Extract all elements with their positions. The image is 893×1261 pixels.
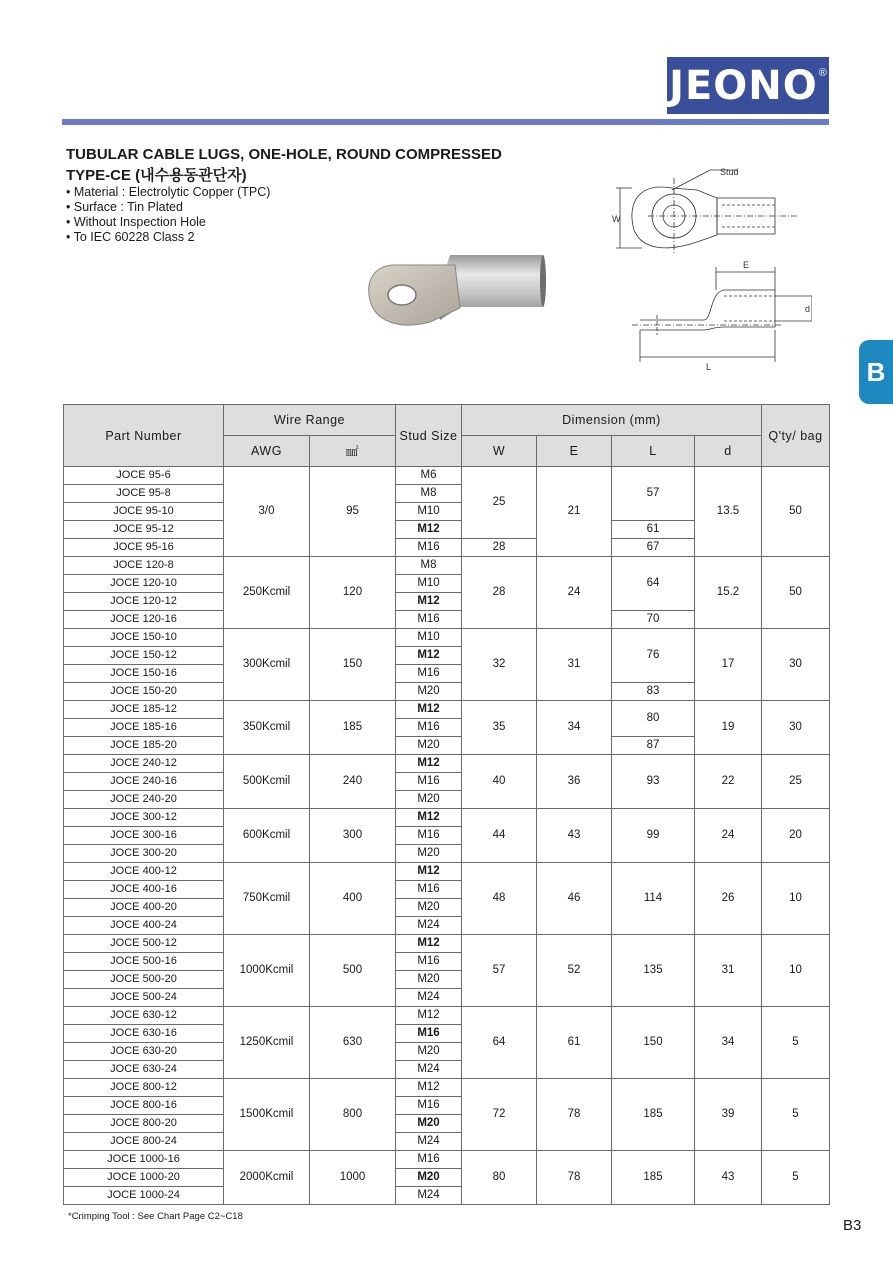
awg-cell: 300Kcmil [224, 629, 310, 701]
part-number-cell: JOCE 800-20 [64, 1115, 224, 1133]
part-number-cell: JOCE 630-12 [64, 1007, 224, 1025]
table-row [64, 1007, 830, 1025]
table-row [64, 557, 830, 575]
w-cell: 57 [462, 935, 537, 1007]
d-cell: 24 [695, 809, 762, 863]
stud-size-cell: M16 [396, 719, 462, 737]
qty-cell: 5 [762, 1007, 830, 1079]
stud-size-cell: M16 [396, 539, 462, 557]
part-number-cell: JOCE 400-20 [64, 899, 224, 917]
col-e: E [537, 436, 612, 467]
drawing-stud-label: Stud [720, 167, 739, 177]
feature-list [66, 185, 270, 245]
qty-cell: 10 [762, 935, 830, 1007]
l-cell: 114 [612, 863, 695, 935]
product-title: TUBULAR CABLE LUGS, ONE-HOLE, ROUND COMPRESSED [66, 146, 502, 163]
part-number-cell: JOCE 800-16 [64, 1097, 224, 1115]
l-cell: 185 [612, 1151, 695, 1205]
l-cell: 99 [612, 809, 695, 863]
d-cell: 13.5 [695, 467, 762, 557]
feature-item: • To IEC 60228 Class 2 [66, 230, 270, 245]
stud-size-cell: M12 [396, 701, 462, 719]
qty-cell: 50 [762, 467, 830, 557]
spec-table [63, 404, 830, 1205]
col-l: L [612, 436, 695, 467]
awg-cell: 600Kcmil [224, 809, 310, 863]
l-cell: 80 [612, 701, 695, 737]
d-cell: 34 [695, 1007, 762, 1079]
col-mm2: ㎟ [310, 436, 396, 467]
part-number-cell: JOCE 300-12 [64, 809, 224, 827]
mm2-cell: 400 [310, 863, 396, 935]
mm2-cell: 800 [310, 1079, 396, 1151]
stud-size-cell: M16 [396, 773, 462, 791]
table-row [64, 935, 830, 953]
qty-cell: 20 [762, 809, 830, 863]
part-number-cell: JOCE 1000-20 [64, 1169, 224, 1187]
awg-cell: 2000Kcmil [224, 1151, 310, 1205]
part-number-cell: JOCE 120-8 [64, 557, 224, 575]
stud-size-cell: M10 [396, 629, 462, 647]
part-number-cell: JOCE 1000-24 [64, 1187, 224, 1205]
w-cell: 40 [462, 755, 537, 809]
d-cell: 19 [695, 701, 762, 755]
e-cell: 61 [537, 1007, 612, 1079]
w-cell: 80 [462, 1151, 537, 1205]
stud-size-cell: M8 [396, 485, 462, 503]
feature-item: • Without Inspection Hole [66, 215, 270, 230]
awg-cell: 3/0 [224, 467, 310, 557]
qty-cell: 25 [762, 755, 830, 809]
part-number-cell: JOCE 400-16 [64, 881, 224, 899]
part-number-cell: JOCE 500-20 [64, 971, 224, 989]
table-row [64, 1151, 830, 1169]
w-cell: 44 [462, 809, 537, 863]
w-cell: 32 [462, 629, 537, 701]
feature-item: • Surface : Tin Plated [66, 200, 270, 215]
part-number-cell: JOCE 300-20 [64, 845, 224, 863]
part-number-cell: JOCE 185-16 [64, 719, 224, 737]
w-cell: 72 [462, 1079, 537, 1151]
stud-size-cell: M16 [396, 953, 462, 971]
mm2-cell: 500 [310, 935, 396, 1007]
awg-cell: 500Kcmil [224, 755, 310, 809]
mm2-cell: 120 [310, 557, 396, 629]
feature-item: • Material : Electrolytic Copper (TPC) [66, 185, 270, 200]
qty-cell: 30 [762, 629, 830, 701]
mm2-cell: 150 [310, 629, 396, 701]
table-row [64, 701, 830, 719]
stud-size-cell: M12 [396, 809, 462, 827]
part-number-cell: JOCE 630-16 [64, 1025, 224, 1043]
stud-size-cell: M8 [396, 557, 462, 575]
d-cell: 22 [695, 755, 762, 809]
l-cell: 135 [612, 935, 695, 1007]
stud-size-cell: M20 [396, 971, 462, 989]
e-cell: 31 [537, 629, 612, 701]
w-cell: 64 [462, 1007, 537, 1079]
l-cell: 93 [612, 755, 695, 809]
awg-cell: 750Kcmil [224, 863, 310, 935]
part-number-cell: JOCE 300-16 [64, 827, 224, 845]
awg-cell: 1000Kcmil [224, 935, 310, 1007]
mm2-cell: 185 [310, 701, 396, 755]
l-cell: 185 [612, 1079, 695, 1151]
d-cell: 31 [695, 935, 762, 1007]
w-cell: 28 [462, 557, 537, 629]
stud-size-cell: M24 [396, 1133, 462, 1151]
qty-cell: 30 [762, 701, 830, 755]
stud-size-cell: M20 [396, 1169, 462, 1187]
stud-size-cell: M12 [396, 593, 462, 611]
stud-size-cell: M10 [396, 575, 462, 593]
part-number-cell: JOCE 95-16 [64, 539, 224, 557]
part-number-cell: JOCE 240-16 [64, 773, 224, 791]
stud-size-cell: M24 [396, 1061, 462, 1079]
l-cell: 67 [612, 539, 695, 557]
e-cell: 78 [537, 1079, 612, 1151]
w-cell: 35 [462, 701, 537, 755]
part-number-cell: JOCE 120-16 [64, 611, 224, 629]
stud-size-cell: M20 [396, 845, 462, 863]
drawing-w-label: W [612, 214, 621, 224]
awg-cell: 350Kcmil [224, 701, 310, 755]
brand-name: JEONO [669, 62, 818, 109]
part-number-cell: JOCE 500-24 [64, 989, 224, 1007]
part-number-cell: JOCE 95-10 [64, 503, 224, 521]
e-cell: 43 [537, 809, 612, 863]
stud-size-cell: M20 [396, 791, 462, 809]
stud-size-cell: M12 [396, 1079, 462, 1097]
e-cell: 52 [537, 935, 612, 1007]
awg-cell: 1500Kcmil [224, 1079, 310, 1151]
mm2-cell: 1000 [310, 1151, 396, 1205]
part-number-cell: JOCE 95-12 [64, 521, 224, 539]
stud-size-cell: M24 [396, 989, 462, 1007]
d-cell: 15.2 [695, 557, 762, 629]
stud-size-cell: M16 [396, 1025, 462, 1043]
page-number: B3 [843, 1217, 862, 1234]
part-number-cell: JOCE 150-12 [64, 647, 224, 665]
stud-size-cell: M6 [396, 467, 462, 485]
table-row [64, 809, 830, 827]
qty-cell: 5 [762, 1151, 830, 1205]
w-cell: 28 [462, 539, 537, 557]
stud-size-cell: M12 [396, 647, 462, 665]
part-number-cell: JOCE 400-24 [64, 917, 224, 935]
mm2-cell: 300 [310, 809, 396, 863]
section-tab[interactable]: B [859, 340, 893, 404]
d-cell: 17 [695, 629, 762, 701]
qty-cell: 50 [762, 557, 830, 629]
w-cell: 48 [462, 863, 537, 935]
header-rule [62, 119, 829, 125]
drawing-l-label: L [706, 362, 712, 372]
col-awg: AWG [224, 436, 310, 467]
stud-size-cell: M20 [396, 737, 462, 755]
table-row [64, 755, 830, 773]
col-w: W [462, 436, 537, 467]
l-cell: 87 [612, 737, 695, 755]
part-number-cell: JOCE 500-12 [64, 935, 224, 953]
mm2-cell: 630 [310, 1007, 396, 1079]
qty-cell: 5 [762, 1079, 830, 1151]
l-cell: 76 [612, 629, 695, 683]
stud-size-cell: M10 [396, 503, 462, 521]
l-cell: 70 [612, 611, 695, 629]
col-qty: Q'ty/ bag [762, 405, 830, 467]
stud-size-cell: M16 [396, 827, 462, 845]
l-cell: 57 [612, 467, 695, 521]
part-number-cell: JOCE 95-8 [64, 485, 224, 503]
mm2-cell: 95 [310, 467, 396, 557]
mm2-cell: 240 [310, 755, 396, 809]
e-cell: 36 [537, 755, 612, 809]
col-dimension: Dimension (mm) [462, 405, 762, 436]
col-wire-range: Wire Range [224, 405, 396, 436]
e-cell: 24 [537, 557, 612, 629]
table-row [64, 467, 830, 485]
part-number-cell: JOCE 150-16 [64, 665, 224, 683]
part-number-cell: JOCE 500-16 [64, 953, 224, 971]
d-cell: 43 [695, 1151, 762, 1205]
part-number-cell: JOCE 240-20 [64, 791, 224, 809]
part-number-cell: JOCE 630-20 [64, 1043, 224, 1061]
col-part-number: Part Number [64, 405, 224, 467]
table-row [64, 863, 830, 881]
part-number-cell: JOCE 630-24 [64, 1061, 224, 1079]
d-cell: 26 [695, 863, 762, 935]
awg-cell: 250Kcmil [224, 557, 310, 629]
stud-size-cell: M12 [396, 935, 462, 953]
qty-cell: 10 [762, 863, 830, 935]
stud-size-cell: M20 [396, 683, 462, 701]
part-number-cell: JOCE 240-12 [64, 755, 224, 773]
stud-size-cell: M16 [396, 1151, 462, 1169]
footnote: *Crimping Tool : See Chart Page C2~C18 [68, 1211, 243, 1222]
e-cell: 34 [537, 701, 612, 755]
l-cell: 150 [612, 1007, 695, 1079]
stud-size-cell: M12 [396, 755, 462, 773]
w-cell: 25 [462, 467, 537, 539]
stud-hole [388, 285, 416, 305]
part-number-cell: JOCE 95-6 [64, 467, 224, 485]
spec-table-body [64, 467, 830, 1205]
stud-size-cell: M24 [396, 917, 462, 935]
cable-lug-photo [360, 250, 550, 330]
part-number-cell: JOCE 800-24 [64, 1133, 224, 1151]
e-cell: 21 [537, 467, 612, 557]
col-stud-size: Stud Size [396, 405, 462, 467]
l-cell: 83 [612, 683, 695, 701]
col-d: d [695, 436, 762, 467]
part-number-cell: JOCE 120-12 [64, 593, 224, 611]
part-number-cell: JOCE 800-12 [64, 1079, 224, 1097]
stud-size-cell: M16 [396, 611, 462, 629]
table-row [64, 629, 830, 647]
table-row [64, 1079, 830, 1097]
drawing-e-label: E [743, 260, 750, 270]
part-number-cell: JOCE 150-20 [64, 683, 224, 701]
part-number-cell: JOCE 185-12 [64, 701, 224, 719]
stud-size-cell: M24 [396, 1187, 462, 1205]
drawing-d-label: d [805, 304, 811, 314]
registered-mark: ® [818, 67, 827, 79]
part-number-cell: JOCE 400-12 [64, 863, 224, 881]
technical-drawing [612, 160, 812, 375]
stud-size-cell: M16 [396, 1097, 462, 1115]
product-type: TYPE-CE (내수용동관단자) [66, 167, 247, 184]
e-cell: 78 [537, 1151, 612, 1205]
stud-size-cell: M20 [396, 899, 462, 917]
stud-size-cell: M20 [396, 1115, 462, 1133]
stud-size-cell: M12 [396, 521, 462, 539]
e-cell: 46 [537, 863, 612, 935]
l-cell: 61 [612, 521, 695, 539]
part-number-cell: JOCE 150-10 [64, 629, 224, 647]
stud-size-cell: M12 [396, 863, 462, 881]
stud-size-cell: M16 [396, 665, 462, 683]
stud-size-cell: M12 [396, 1007, 462, 1025]
part-number-cell: JOCE 185-20 [64, 737, 224, 755]
d-cell: 39 [695, 1079, 762, 1151]
awg-cell: 1250Kcmil [224, 1007, 310, 1079]
part-number-cell: JOCE 120-10 [64, 575, 224, 593]
l-cell: 64 [612, 557, 695, 611]
part-number-cell: JOCE 1000-16 [64, 1151, 224, 1169]
brand-logo [667, 57, 829, 114]
stud-size-cell: M16 [396, 881, 462, 899]
stud-size-cell: M20 [396, 1043, 462, 1061]
